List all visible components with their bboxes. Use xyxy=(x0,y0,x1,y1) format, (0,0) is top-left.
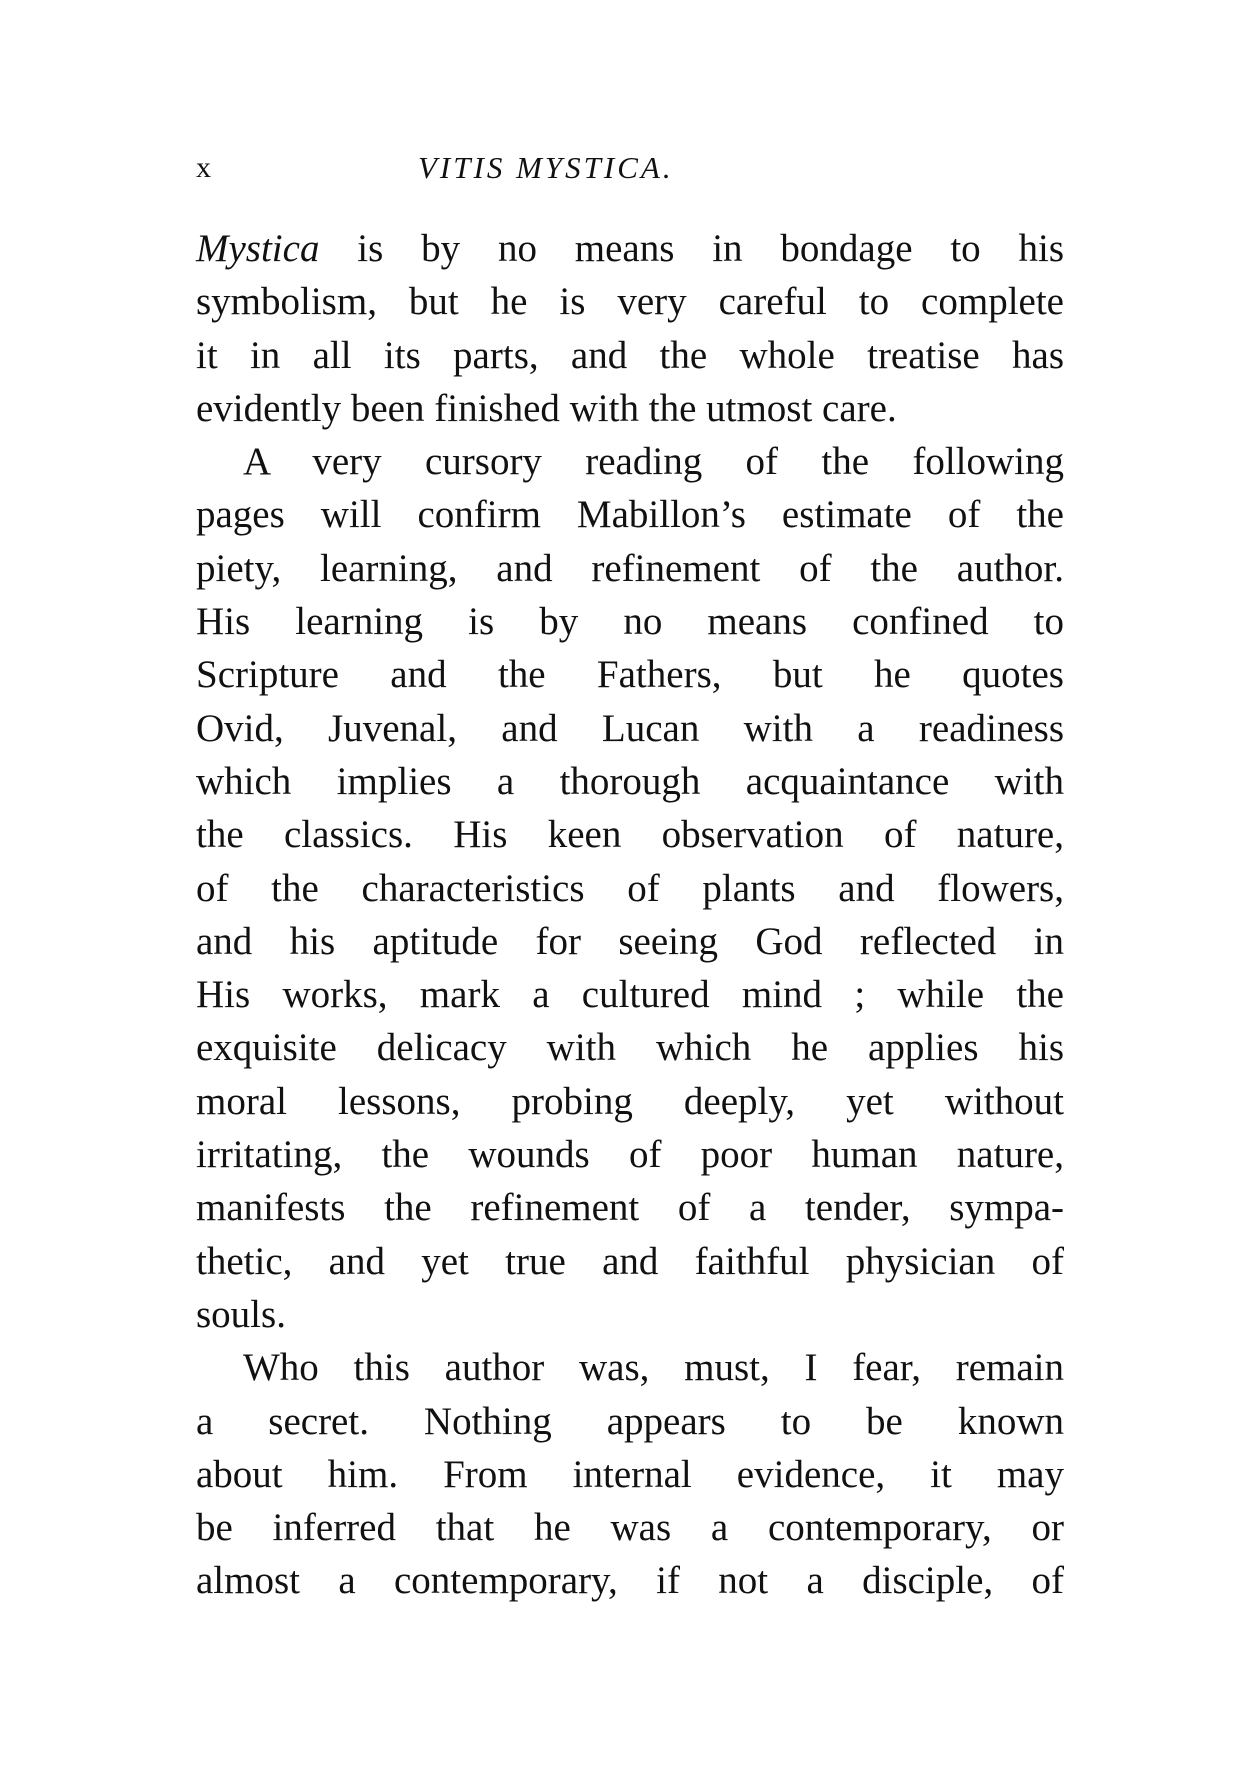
text-line: about him. From internal evidence, it may xyxy=(196,1452,1064,1496)
text-line: evidently been finished with the utmost care. xyxy=(196,386,897,430)
text-line: A very cursory reading of the following xyxy=(243,440,1064,484)
page-header xyxy=(196,146,1064,190)
body-text xyxy=(196,222,1064,1608)
text-line: piety, learning, and refinement of the author. xyxy=(196,546,1064,590)
text-line: Mystica is by no means in bondage to his xyxy=(196,227,1064,270)
text-line: Who this author was, must, I fear, remain xyxy=(243,1346,1064,1390)
text-line: symbolism, but he is very careful to complete xyxy=(196,280,1064,324)
text-line: exquisite delicacy with which he applies his xyxy=(196,1026,1064,1070)
italic-word: Mystica xyxy=(196,227,320,270)
text-line: pages will confirm Mabillon’s estimate of the xyxy=(196,493,1064,537)
text-line: it in all its parts, and the whole treatise has xyxy=(196,333,1064,377)
text-line: the classics. His keen observation of nature, xyxy=(196,813,1064,857)
text-line: almost a contemporary, if not a disciple, of xyxy=(196,1559,1064,1603)
page-number: x xyxy=(196,151,211,184)
text-line: irritating, the wounds of poor human nature, xyxy=(196,1133,1064,1177)
text-line: of the characteristics of plants and flowers, xyxy=(196,866,1064,910)
text-line: be inferred that he was a contemporary, or xyxy=(196,1506,1064,1550)
text-line: which implies a thorough acquaintance with xyxy=(196,759,1064,803)
text-line: manifests the refinement of a tender, sympa- xyxy=(196,1186,1064,1230)
text-line: Ovid, Juvenal, and Lucan with a readiness xyxy=(196,706,1064,750)
text-line: a secret. Nothing appears to be known xyxy=(196,1399,1064,1443)
text-line: His works, mark a cultured mind ; while the xyxy=(196,973,1064,1017)
text-line: His learning is by no means confined to xyxy=(196,600,1064,644)
text-line: moral lessons, probing deeply, yet without xyxy=(196,1079,1064,1123)
text-line: Scripture and the Fathers, but he quotes xyxy=(196,653,1064,697)
text-line: souls. xyxy=(196,1292,286,1336)
text-line: thetic, and yet true and faithful physician of xyxy=(196,1239,1064,1283)
running-title: VITIS MYSTICA. xyxy=(418,150,674,185)
text-line: and his aptitude for seeing God reflected in xyxy=(196,919,1064,963)
